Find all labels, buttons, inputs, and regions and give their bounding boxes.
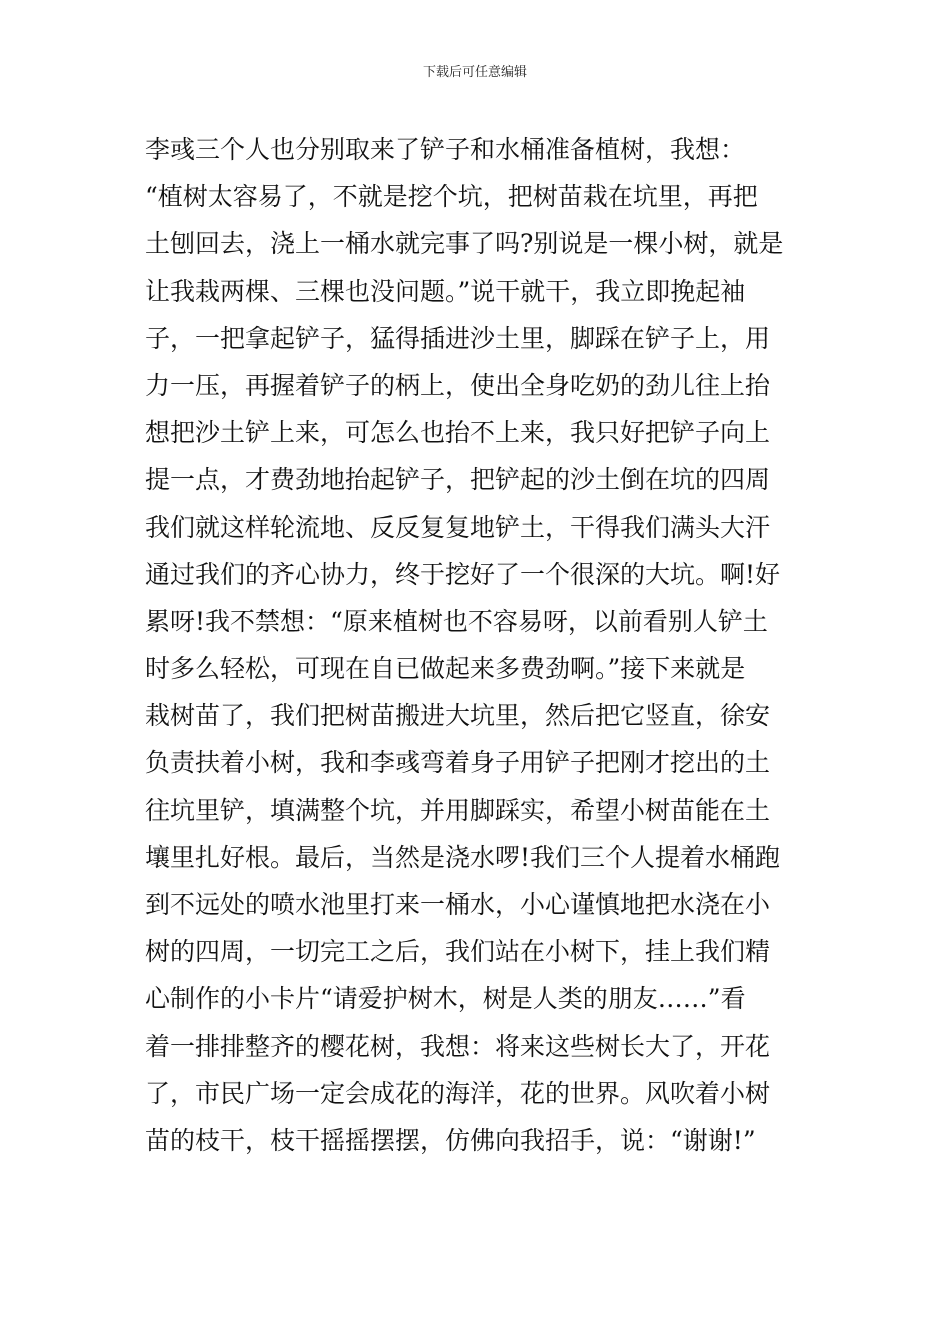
text-line: 到不远处的喷水池里打来一桶水，小心谨慎地把水浇在小 [145,890,771,919]
body-text [145,126,815,1164]
text-line: 提一点，才费劲地抬起铲子，把铲起的沙土倒在坑的四周 [145,465,771,495]
text-line: 往坑里铲，填满整个坑，并用脚踩实，希望小树苗能在土 [145,795,771,825]
text-line: 壤里扎好根。最后，当然是浇水啰!我们三个人提着水桶跑 [145,842,781,872]
text-line: 栽树苗了，我们把树苗搬进大坑里，然后把它竖直，徐安 [145,701,771,731]
text-line: 时多么轻松，可现在自已做起来多费劲啊。”接下来就是 [145,654,746,684]
text-line: “植树太容易了，不就是挖个坑，把树苗栽在坑里，再把 [145,182,758,212]
text-line: 了，市民广场一定会成花的海洋，花的世界。风吹着小树 [145,1078,771,1108]
text-line: 树的四周，一切完工之后，我们站在小树下，挂上我们精 [145,937,771,967]
text-line: 累呀!我不禁想：“原来植树也不容易呀，以前看别人铲土 [145,606,768,636]
text-line: 苗的枝干，枝干摇摇摆摆，仿佛向我招手，说：“谢谢!” [145,1125,756,1155]
text-line: 通过我们的齐心协力，终于挖好了一个很深的大坑。啊!好 [145,559,781,589]
text-line: 心制作的小卡片“请爱护树木，树是人类的朋友……”看 [145,984,746,1014]
text-line: 子，一把拿起铲子，猛得插进沙土里，脚踩在铲子上，用 [145,323,771,353]
text-line: 想把沙土铲上来，可怎么也抬不上来，我只好把铲子向上 [145,418,771,448]
text-line: 李彧三个人也分别取来了铲子和水桶准备植树，我想： [145,135,746,164]
text-line: 我们就这样轮流地、反反复复地铲土，干得我们满头大汗 [145,512,771,542]
text-line: 着一排排整齐的樱花树，我想：将来这些树长大了，开花 [145,1031,771,1061]
text-line: 土刨回去，浇上一桶水就完事了吗?别说是一棵小树，就是 [145,229,784,259]
text-line: 负责扶着小树，我和李彧弯着身子用铲子把刚才挖出的土 [145,748,771,778]
page-header-note: 下载后可任意编辑 [422,65,527,80]
text-line: 让我栽两棵、三棵也没问题。”说干就干，我立即挽起袖 [145,276,746,306]
text-line: 力一压，再握着铲子的柄上，使出全身吃奶的劲儿往上抬 [145,370,771,400]
